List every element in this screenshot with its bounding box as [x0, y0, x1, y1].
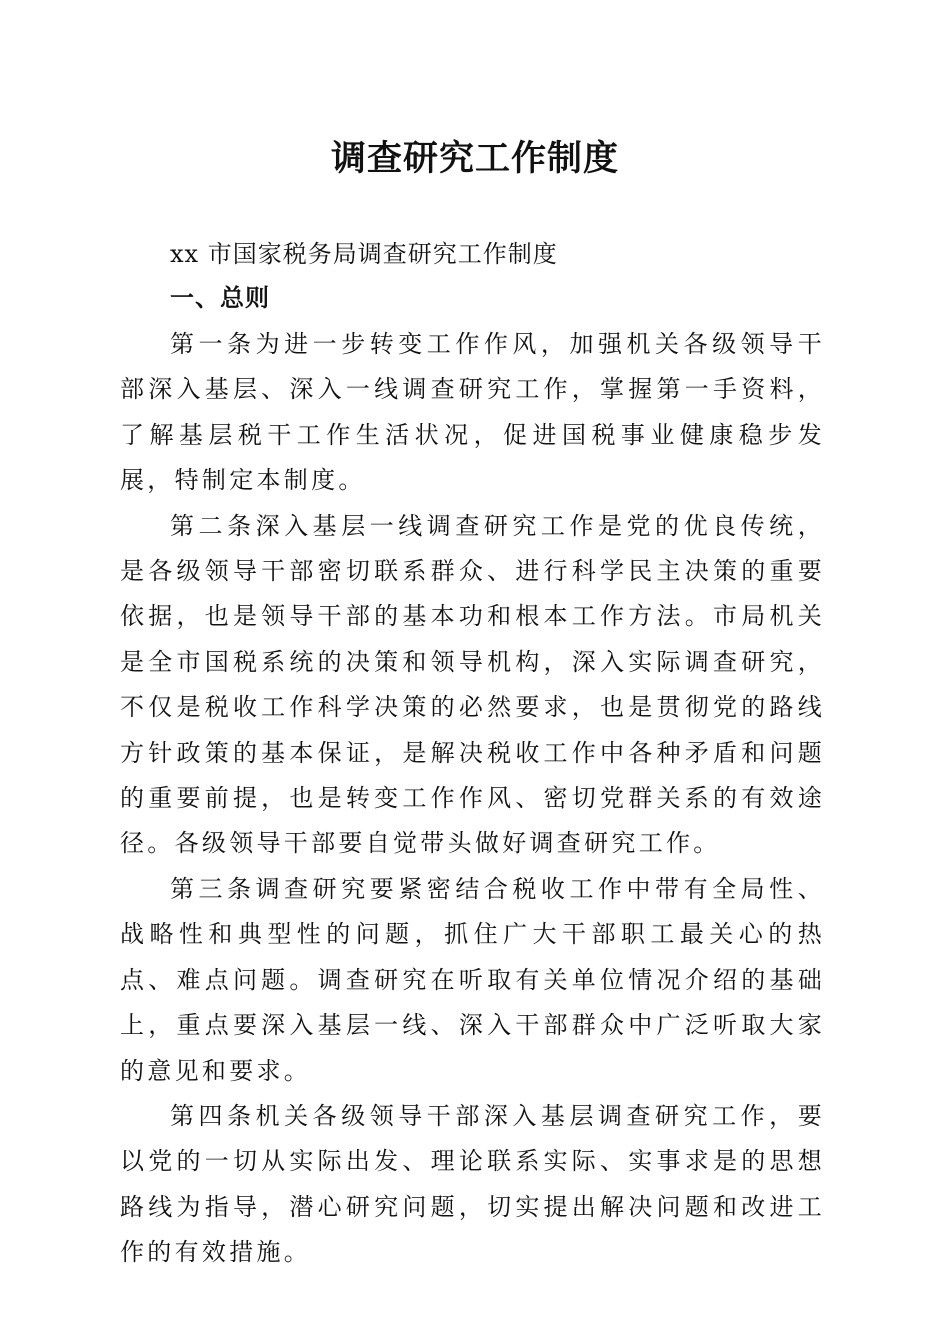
paragraph-article-4: 第四条机关各级领导干部深入基层调查研究工作，要以党的一切从实际出发、理论联系实际、实事求是的思想路线为指导，潜心研究问题，切实提出解决问题和改进工作的有效措施。 [120, 1101, 825, 1267]
document-title: 调查研究工作制度 [330, 138, 619, 179]
document-body [120, 322, 825, 1276]
paragraph-article-2: 第二条深入基层一线调查研究工作是党的优良传统，是各级领导干部密切联系群众、进行科学民主决策的重要依据，也是领导干部的基本功和根本工作方法。市局机关是全市国税系统的决策和领导机构，深入实际调查研究，不仅是税收工作科学决策的必然要求，也是贯彻党的路线方针政策的基本保证，是解决税收工作中各种矛盾和问题的重要前提，也是转变工作作风、密切党群关系的有效途径。各级领导干部要自觉带头做好调查研究工作。 [120, 511, 825, 858]
document-subtitle: xx 市国家税务局调查研究工作制度 [170, 240, 558, 268]
section-heading: 一、总则 [170, 283, 270, 312]
paragraph-article-3: 第三条调查研究要紧密结合税收工作中带有全局性、战略性和典型性的问题，抓住广大干部职工最关心的热点、难点问题。调查研究在听取有关单位情况介绍的基础上，重点要深入基层一线、深入干部群众中广泛听取大家的意见和要求。 [120, 874, 825, 1085]
paragraph-article-1: 第一条为进一步转变工作作风，加强机关各级领导干部深入基层、深入一线调查研究工作，掌握第一手资料，了解基层税干工作生活状况，促进国税事业健康稳步发展，特制定本制度。 [120, 330, 825, 495]
